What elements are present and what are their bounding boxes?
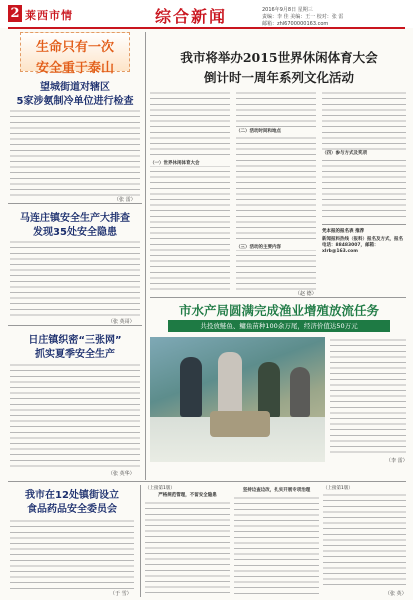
main-sidebar — [322, 224, 406, 290]
story2-credit: （张 英哥） — [108, 319, 135, 325]
editor: 责编：李 佳 — [262, 14, 289, 20]
photo-basket — [210, 411, 270, 437]
kicker-box — [20, 32, 130, 76]
bottom-left-title-1: 我市在12处镇街设立 — [25, 490, 119, 501]
photo-person — [290, 367, 310, 417]
section-title: 综合新闻 — [155, 7, 228, 26]
main-title-2: 倒计时一周年系列文化活动 — [203, 70, 354, 85]
bottom-left-body — [10, 518, 134, 590]
sidebar-title: 凭本报的报名表 推荐 — [322, 229, 365, 234]
kicker-line-2: 安全重于泰山 — [35, 61, 114, 76]
kicker-line-1: 生命只有一次 — [35, 40, 114, 55]
fish-body — [330, 337, 406, 457]
sidebar-text: 新闻报料热线（报料）报名及方式，报名电话：88483007，邮箱：xlrb@163.com — [322, 237, 403, 254]
divider — [8, 481, 406, 482]
main-subhead-1: （一）世界休闲体育大会 — [150, 160, 230, 166]
story3-title-1: 日庄镇织密“三张网” — [28, 335, 122, 346]
story1-body — [10, 108, 140, 196]
designer: 美编：王一 — [290, 14, 316, 20]
fish-credit: （李 雷） — [386, 458, 408, 464]
divider — [8, 325, 142, 326]
story2-title-2: 发现35处安全隐患 — [33, 227, 117, 238]
page-number: 2 — [8, 5, 22, 22]
bottom-col2-body — [234, 495, 319, 596]
bottom-col1-body — [145, 500, 230, 596]
fish-release-photo — [150, 337, 325, 462]
column-divider — [140, 485, 141, 597]
story3-title-2: 抓实夏季安全生产 — [35, 349, 115, 360]
story3-body — [10, 362, 140, 470]
email: 邮箱：zhl6700000163.com — [262, 21, 329, 27]
photo-person — [218, 352, 242, 414]
main-subhead-4: （四）参与方式及奖项 — [322, 150, 406, 156]
divider — [8, 203, 142, 204]
issue-date: 2016年9月8日 — [262, 7, 297, 13]
story1-title-2: 5家涉氨制冷单位进行检查 — [16, 96, 134, 107]
divider — [150, 297, 406, 298]
main-subhead-2: （二）活动时间和地点 — [236, 128, 316, 134]
header-rule — [8, 27, 405, 29]
photo-person — [180, 357, 202, 417]
bottom-left-title-2: 食品药品安全委员会 — [27, 504, 117, 515]
fish-subtitle: 共投放鲢鱼、鳙鱼苗种100余万尾，经济价值达50万元 — [168, 320, 390, 332]
main-body-col2 — [236, 90, 316, 290]
issue-weekday: 星期三 — [297, 7, 313, 13]
photo-person — [258, 362, 280, 418]
bottom-col3-credit: （张 英） — [385, 591, 407, 597]
paper-name: 莱西市情 — [25, 9, 73, 22]
fish-title: 市水产局圆满完成渔业增殖放流任务 — [178, 303, 379, 318]
proofreader: 校对：张 雷 — [316, 14, 344, 20]
story1-credit: （张 雷） — [114, 197, 136, 203]
main-subhead-3: （三）活动的主要内容 — [236, 244, 316, 250]
col3-head: （上接第1版） — [323, 486, 353, 491]
col2-subhead: 坚持边查边改，扎实开展专项治理 — [242, 488, 311, 493]
main-title-1: 我市将举办2015世界休闲体育大会 — [180, 50, 378, 65]
main-credit: （赵 德） — [295, 291, 317, 297]
col1-subhead: 严格规范管理，不留安全隐患 — [158, 493, 217, 498]
story3-credit: （张 英华） — [108, 471, 135, 477]
story1-title-1: 望城街道对辖区 — [40, 82, 110, 93]
main-body-col1 — [150, 90, 230, 290]
story2-title-1: 马连庄镇安全生产大排查 — [20, 213, 130, 224]
column-divider — [145, 32, 146, 480]
bottom-left-credit: （于 雪） — [110, 591, 132, 597]
header-info — [262, 7, 343, 28]
story2-body — [10, 239, 140, 317]
bottom-col3-body — [323, 492, 406, 590]
col1-head: （上接第1版） — [145, 486, 175, 491]
